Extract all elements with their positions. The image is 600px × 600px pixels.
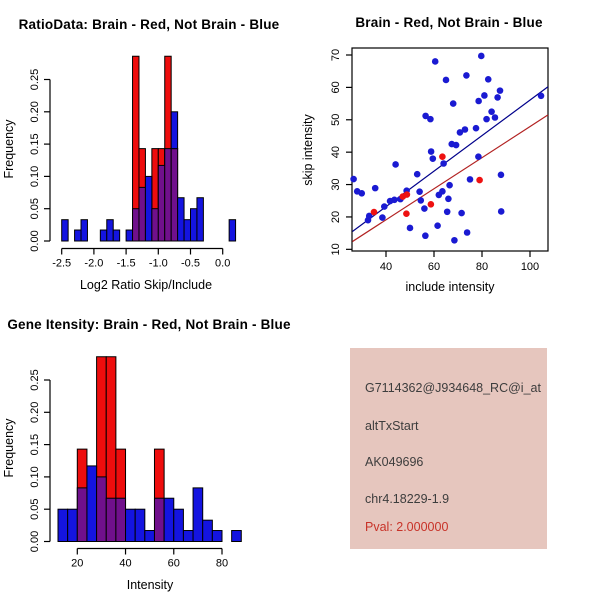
accession-text: AK049696 (365, 455, 424, 469)
ratio-histogram-ylabel: Frequency (2, 119, 16, 179)
svg-text:0.25: 0.25 (29, 68, 41, 91)
gene-histogram-ylabel: Frequency (2, 418, 16, 478)
svg-text:60: 60 (167, 557, 180, 570)
svg-text:40: 40 (119, 557, 132, 570)
svg-text:70: 70 (330, 48, 342, 62)
svg-text:0.20: 0.20 (29, 401, 41, 424)
ratio-histogram-chart (0, 0, 300, 300)
scatter-xlabel: include intensity (405, 280, 495, 294)
svg-text:0.25: 0.25 (29, 369, 41, 391)
scatter-ylabel: skip intensity (301, 114, 315, 186)
scatter-title: Brain - Red, Not Brain - Blue (355, 15, 543, 30)
svg-text:100: 100 (520, 261, 540, 273)
svg-text:20: 20 (330, 210, 342, 224)
panel-gene-histogram (0, 300, 300, 600)
svg-text:40: 40 (379, 261, 393, 273)
scatter-plot-area (330, 48, 548, 273)
svg-text:0.05: 0.05 (29, 498, 41, 520)
pval-text: Pval: 2.000000 (365, 520, 449, 534)
svg-text:80: 80 (475, 261, 489, 273)
svg-text:-2.5: -2.5 (52, 257, 72, 270)
gene-info-box (350, 348, 547, 549)
gene-histogram-plot-area (29, 357, 241, 570)
ratio-histogram-title: RatioData: Brain - Red, Not Brain - Blue (18, 17, 280, 32)
probe-id-text: G7114362@J934648_RC@i_at (365, 381, 541, 395)
svg-text:-1.5: -1.5 (116, 257, 136, 270)
panel-gene-info (300, 300, 600, 600)
svg-text:0.10: 0.10 (29, 466, 41, 488)
svg-text:10: 10 (330, 243, 342, 256)
gene-histogram-title: Gene Itensity: Brain - Red, Not Brain - Blue (7, 317, 291, 332)
svg-text:0.20: 0.20 (29, 101, 41, 123)
svg-text:0.0: 0.0 (215, 257, 231, 270)
svg-text:-1.0: -1.0 (148, 257, 168, 270)
svg-text:0.15: 0.15 (29, 433, 41, 456)
svg-text:50: 50 (330, 113, 342, 126)
event-type-text: altTxStart (365, 419, 419, 433)
locus-text: chr4.18229-1.9 (365, 492, 450, 506)
svg-text:-0.5: -0.5 (181, 257, 200, 270)
svg-text:0.00: 0.00 (29, 530, 41, 553)
svg-text:0.15: 0.15 (29, 133, 41, 155)
gene-histogram-chart (0, 300, 300, 600)
scatter-chart (300, 0, 600, 300)
svg-text:0.00: 0.00 (29, 230, 41, 252)
svg-text:60: 60 (330, 81, 342, 94)
svg-text:20: 20 (71, 557, 84, 570)
svg-text:40: 40 (330, 146, 342, 159)
svg-text:-2.0: -2.0 (84, 257, 104, 270)
ratio-histogram-xlabel: Log2 Ratio Skip/Include (79, 278, 213, 292)
panel-scatter (300, 0, 600, 300)
svg-text:0.10: 0.10 (29, 165, 41, 188)
svg-text:60: 60 (427, 261, 441, 273)
svg-text:30: 30 (330, 178, 342, 191)
svg-text:0.05: 0.05 (29, 197, 41, 220)
ratio-histogram-plot-area (29, 56, 236, 269)
gene-histogram-xlabel: Intensity (126, 578, 174, 592)
svg-text:80: 80 (215, 557, 229, 570)
panel-ratio-histogram (0, 0, 300, 300)
